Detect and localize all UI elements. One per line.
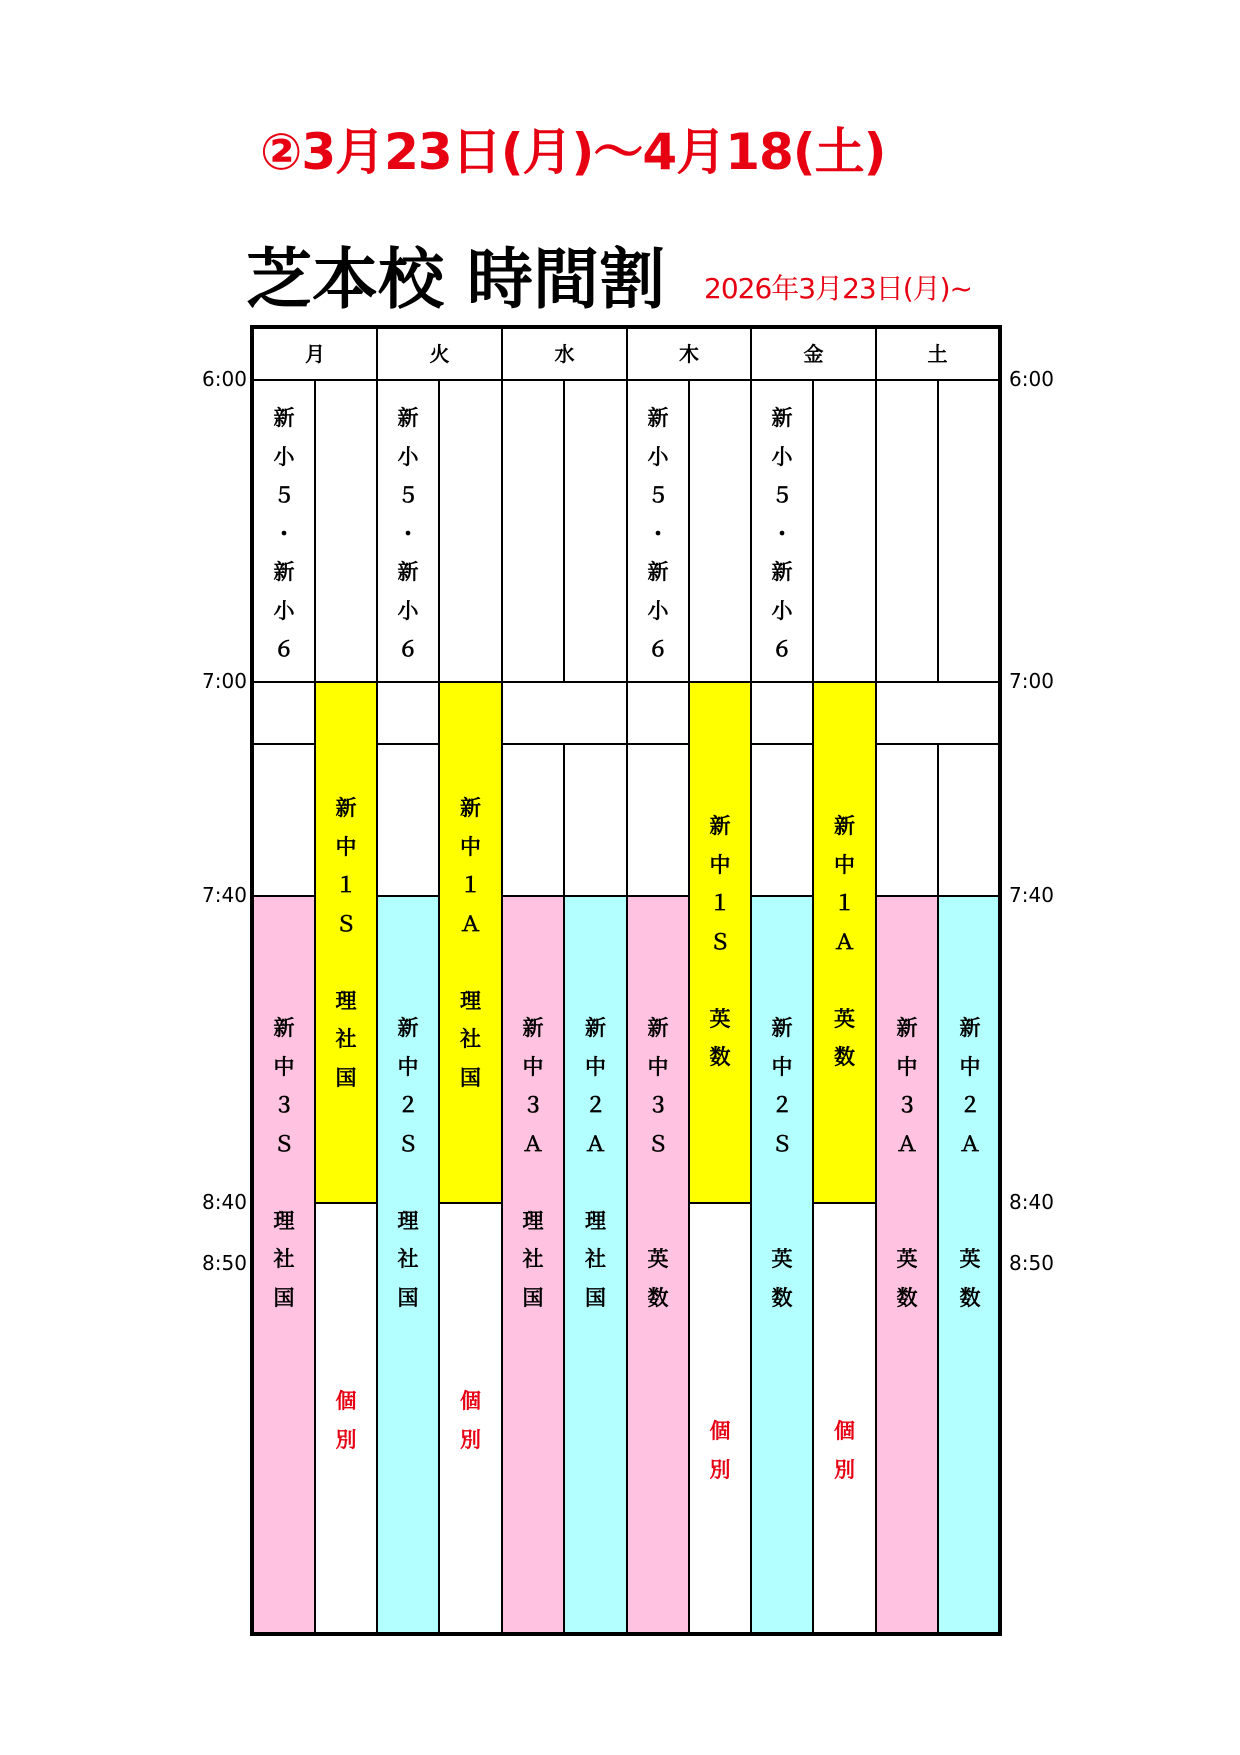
fri-elementary-cell (752, 381, 814, 683)
timetable-grid (250, 325, 1002, 1636)
tue-jr1A-cell (440, 683, 503, 1204)
fri-jr2S-cell (752, 897, 814, 1634)
fri-indiv-label: 個 別 (834, 1419, 855, 1482)
time-label-8-40-right: 8:40 (1009, 1190, 1054, 1214)
thu-jr3S-label: 新 中 ３ Ｓ 英 数 (647, 1016, 669, 1310)
sat-gap-1 (877, 683, 1001, 745)
tue-elementary-cell (378, 381, 440, 683)
mon-jr3S-cell (254, 897, 316, 1634)
sat-empty-early-a (877, 381, 939, 683)
sat-gap-2b (939, 745, 1001, 897)
sat-gap-2a (877, 745, 939, 897)
thu-elementary-label: 新 小 ５ ・ 新 小 ６ (647, 406, 669, 661)
fri-jr2S-label: 新 中 ２ Ｓ 英 数 (771, 1016, 793, 1310)
mon-elementary-cell (254, 381, 316, 683)
thu-indiv-label: 個 別 (709, 1419, 731, 1482)
thu-elementary-cell (628, 381, 690, 683)
start-date: 2026年3月23日(月)~ (704, 272, 973, 305)
fri-indiv-cell (814, 1204, 877, 1634)
thu-jr1S-label: 新 中 １ Ｓ 英 数 (709, 814, 731, 1069)
mon-elementary-label: 新 小 ５ ・ 新 小 ６ (273, 406, 295, 661)
tue-gap-2 (378, 745, 440, 897)
wed-empty-early-a (503, 381, 565, 683)
fri-jr1A-label: 新 中 １ Ａ 英 数 (834, 814, 855, 1069)
thu-indiv-cell (690, 1204, 752, 1634)
time-label-7-00-left: 7:00 (202, 669, 247, 693)
day-header-tue: 火 (378, 329, 503, 379)
wed-jr2A-label: 新 中 ２ Ａ 理 社 国 (585, 1016, 606, 1310)
time-label-7-00-right: 7:00 (1009, 669, 1054, 693)
fri-elementary-label: 新 小 ５ ・ 新 小 ６ (771, 406, 793, 661)
tue-indiv-label: 個 別 (460, 1389, 481, 1452)
wed-gap-2a (503, 745, 565, 897)
sat-jr3A-cell (877, 897, 939, 1634)
day-header-sat: 土 (927, 342, 948, 366)
mon-indiv-label: 個 別 (335, 1389, 357, 1452)
thu-empty-early (690, 381, 752, 683)
fri-gap-2 (752, 745, 814, 897)
tue-jr1A-label: 新 中 １ Ａ 理 社 国 (460, 796, 481, 1090)
sat-jr2A-cell (939, 897, 1001, 1634)
mon-gap-1 (254, 683, 316, 745)
day-header-row (254, 329, 998, 381)
mon-indiv-cell (316, 1204, 378, 1634)
tue-elementary-label: 新 小 ５ ・ 新 小 ６ (397, 406, 419, 661)
tue-gap-1 (378, 683, 440, 745)
mon-empty-early (316, 381, 378, 683)
day-header-wed: 水 (503, 329, 628, 379)
tue-indiv-cell (440, 1204, 503, 1634)
tue-empty-early (440, 381, 503, 683)
page-title: 芝本校 時間割 (246, 241, 665, 318)
fri-jr1A-cell (814, 683, 877, 1204)
time-label-7-40-left: 7:40 (202, 883, 247, 907)
time-label-8-50-right: 8:50 (1009, 1251, 1054, 1275)
time-label-6-00-left: 6:00 (202, 367, 247, 391)
thu-gap-1 (628, 683, 690, 745)
day-header-thu: 木 (628, 329, 752, 379)
time-label-8-40-left: 8:40 (202, 1190, 247, 1214)
thu-gap-2 (628, 745, 690, 897)
sat-empty-early-b (939, 381, 1001, 683)
wed-gap-1 (503, 683, 628, 745)
tue-jr2S-cell (378, 897, 440, 1634)
time-label-7-40-right: 7:40 (1009, 883, 1054, 907)
mon-jr1S-cell (316, 683, 378, 1204)
period-title: ②3月23日(月)～4月18(土) (260, 123, 886, 181)
wed-jr3A-label: 新 中 ３ Ａ 理 社 国 (522, 1016, 544, 1310)
mon-gap-2 (254, 745, 316, 897)
mon-jr3S-label: 新 中 ３ Ｓ 理 社 国 (273, 1016, 295, 1310)
sat-jr3A-label: 新 中 ３ Ａ 英 数 (896, 1016, 918, 1310)
thu-jr3S-cell (628, 897, 690, 1634)
day-header-mon: 月 (254, 329, 378, 379)
tue-jr2S-label: 新 中 ２ Ｓ 理 社 国 (397, 1016, 419, 1310)
day-header-fri: 金 (752, 329, 877, 379)
wed-empty-early-b (565, 381, 628, 683)
wed-jr3A-cell (503, 897, 565, 1634)
fri-empty-early (814, 381, 877, 683)
sat-jr2A-label: 新 中 ２ Ａ 英 数 (959, 1016, 981, 1310)
time-label-8-50-left: 8:50 (202, 1251, 247, 1275)
wed-gap-2b (565, 745, 628, 897)
time-label-6-00-right: 6:00 (1009, 367, 1054, 391)
fri-gap-1 (752, 683, 814, 745)
mon-jr1S-label: 新 中 １ Ｓ 理 社 国 (335, 796, 357, 1090)
thu-jr1S-cell (690, 683, 752, 1204)
wed-jr2A-cell (565, 897, 628, 1634)
